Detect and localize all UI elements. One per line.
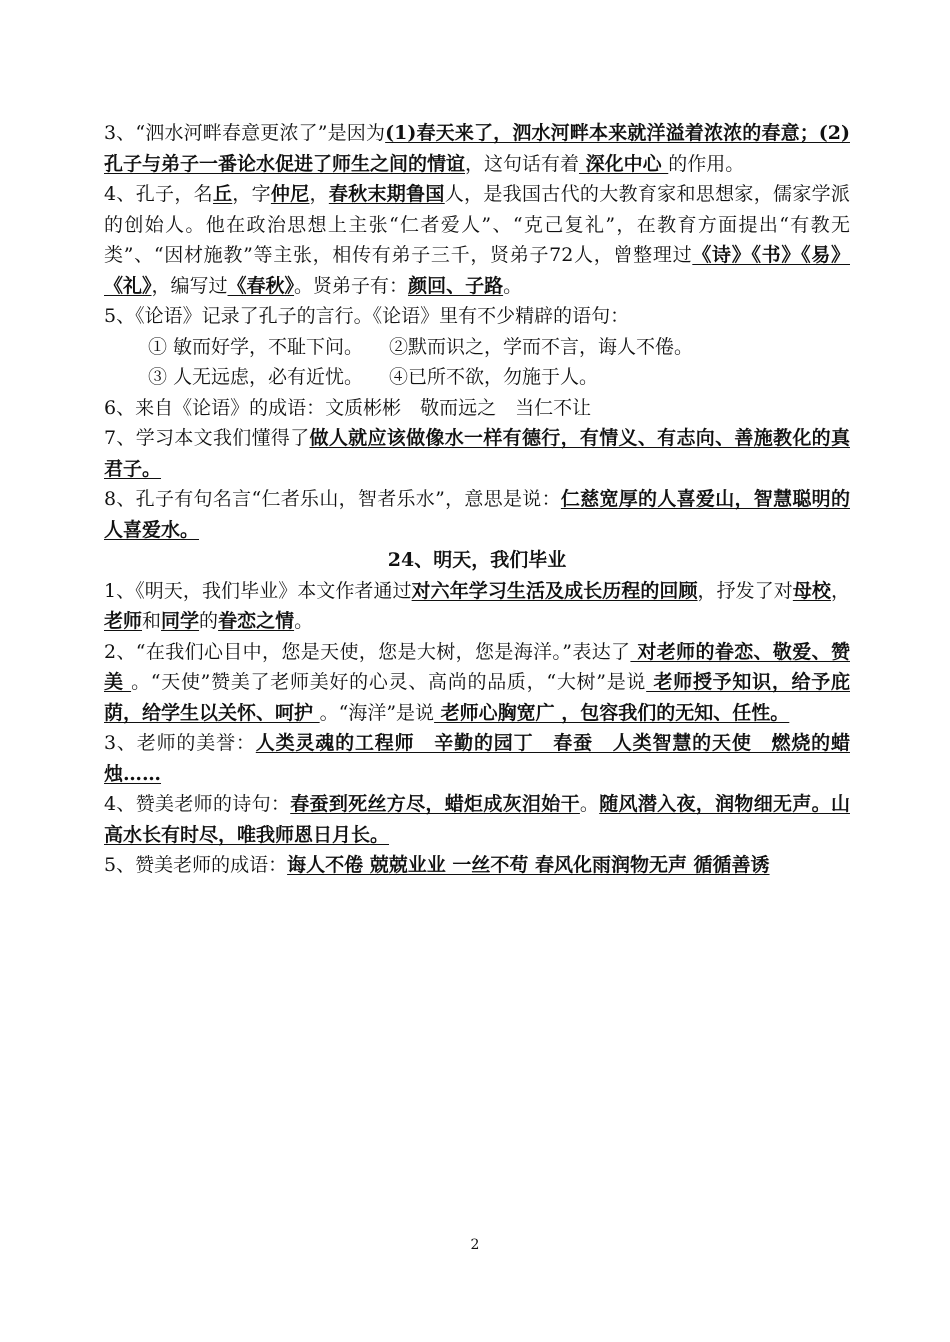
- s2-item-1-answer: 对六年学习生活及成长历程的回顾: [411, 579, 698, 602]
- s2-item-2-text: 2、“在我们心目中，您是天使，您是大树，您是海洋。”表达了: [104, 640, 631, 663]
- item-3-text-3: 的作用。: [668, 152, 745, 175]
- s2-item-2-answer-3: 老师心胸宽广 ，包容我们的无知、任性。: [434, 701, 790, 724]
- s2-item-1-text-6: 。: [294, 610, 314, 632]
- document-body: [104, 118, 850, 881]
- s2-item-1-answer-feeling: 眷恋之情: [218, 610, 295, 632]
- item-8: [104, 484, 850, 545]
- s2-item-1: [104, 576, 850, 637]
- item-7-answer: 做人就应该做像水一样有德行，有情义、有志向、善施教化的真君子。: [104, 427, 850, 480]
- item-4-text-4: 人，是我国古代的大教育家和思想家，儒家学派的创始人。他在政治思想上主张“仁者爱人”、“克己复礼”，在教育方面提出“有教无类”、“因材施教”等主张，相传有弟子三千，贤弟子72人，曾整理过: [104, 183, 850, 266]
- s2-item-1-text-5: 的: [199, 610, 219, 632]
- item-4-answer-disciples: 颜回、子路: [408, 274, 504, 297]
- s2-item-2-text-3: 。“海洋”是说: [319, 701, 435, 724]
- s2-item-5-text: 5、赞美老师的成语：: [104, 854, 288, 876]
- s2-item-1-text-4: 和: [142, 610, 162, 632]
- s2-item-1-answer-teacher: 老师: [104, 610, 143, 632]
- item-5-intro: 5、《论语》记录了孔子的言行。《论语》里有不少精辟的语句：: [104, 305, 630, 327]
- s2-item-2-answer-2: 老师授予知识，给予庇荫，给学生以关怀、呵护: [104, 671, 850, 724]
- item-4-text-6: 。贤弟子有：: [294, 274, 409, 297]
- s2-item-4-text: 4、赞美老师的诗句：: [104, 793, 291, 815]
- item-4-text-3: ，: [309, 183, 329, 205]
- quote-4: ④已所不欲，勿施于人。: [389, 366, 599, 388]
- item-4-text-7: 。: [503, 274, 523, 297]
- s2-item-2-answer: 对老师的眷恋、敬爱、赞美: [104, 640, 850, 693]
- item-3-answer-2: 深化中心: [579, 152, 669, 175]
- item-4-answer-origin: 春秋末期鲁国: [328, 183, 445, 205]
- s2-item-1-text-3: ，: [830, 579, 850, 602]
- item-3-answer: (1)春天来了，泗水河畔本来就洋溢着浓浓的春意；(2)孔子与弟子一番论水促进了师生之间的情谊: [104, 122, 850, 175]
- s2-item-4-text-2: 。: [579, 793, 600, 815]
- s2-item-4-answer: 春蚕到死丝方尽，蜡炬成灰泪始干: [290, 793, 580, 815]
- s2-item-3: [104, 728, 850, 789]
- s2-item-2: [104, 637, 850, 729]
- item-4-answer-courtesy: 仲尼: [270, 183, 310, 205]
- item-7: [104, 423, 850, 484]
- quote-1: ① 敏而好学，不耻下问。: [148, 335, 364, 358]
- item-4: [104, 179, 850, 301]
- item-4-answer-name: 丘: [212, 183, 233, 205]
- s2-item-1-answer-school: 母校: [792, 579, 831, 602]
- s2-item-3-text: 3、老师的美誉：: [104, 732, 256, 754]
- s2-item-1-text-2: ，抒发了对: [697, 579, 793, 602]
- s2-item-5: [104, 850, 850, 881]
- item-4-text: 4、孔子，名: [104, 183, 213, 205]
- item-7-text: 7、学习本文我们懂得了: [104, 427, 310, 449]
- item-3: [104, 118, 850, 179]
- item-3-text: 3、“泗水河畔春意更浓了”是因为: [104, 122, 386, 144]
- item-5-line-2: [104, 362, 850, 393]
- section-title: 24、明天，我们毕业: [387, 549, 567, 571]
- item-8-answer: 仁慈宽厚的人喜爱山，智慧聪明的人喜爱水。: [104, 488, 850, 541]
- s2-item-3-answer: 人类灵魂的工程师 辛勤的园丁 春蚕 人类智慧的天使 燃烧的蜡烛……: [104, 732, 850, 785]
- item-5-line-1: [104, 332, 850, 363]
- s2-item-4-answer-2: 随风潜入夜，润物细无声。山高水长有时尽，唯我师恩日月长。: [104, 793, 850, 846]
- page-number: 2: [470, 1237, 480, 1253]
- item-4-answer-classics: 《诗》《书》《易》《礼》: [104, 244, 850, 297]
- item-8-text: 8、孔子有句名言“仁者乐山，智者乐水”，意思是说：: [104, 488, 561, 510]
- quote-2: ②默而识之，学而不言，诲人不倦。: [389, 335, 694, 358]
- s2-item-2-text-2: 。“天使”赞美了老师美好的心灵、高尚的品质，“大树”是说: [131, 671, 647, 693]
- s2-item-1-answer-classmates: 同学: [161, 610, 200, 632]
- quote-3: ③ 人无远虑，必有近忧。: [148, 366, 364, 388]
- s2-item-5-answer: 诲人不倦 兢兢业业 一丝不苟 春风化雨润物无声 循循善诱: [287, 854, 770, 876]
- s2-item-1-text: 1、《明天，我们毕业》本文作者通过: [104, 579, 412, 602]
- s2-item-4: [104, 789, 850, 850]
- item-4-text-5: ，编写过: [151, 274, 228, 297]
- item-6: 6、来自《论语》的成语：文质彬彬 敬而远之 当仁不让: [104, 396, 592, 419]
- item-4-text-2: ，字: [232, 183, 271, 205]
- item-3-text-2: ，这句话有着: [465, 152, 580, 175]
- item-4-answer-annals: 《春秋》: [227, 274, 295, 297]
